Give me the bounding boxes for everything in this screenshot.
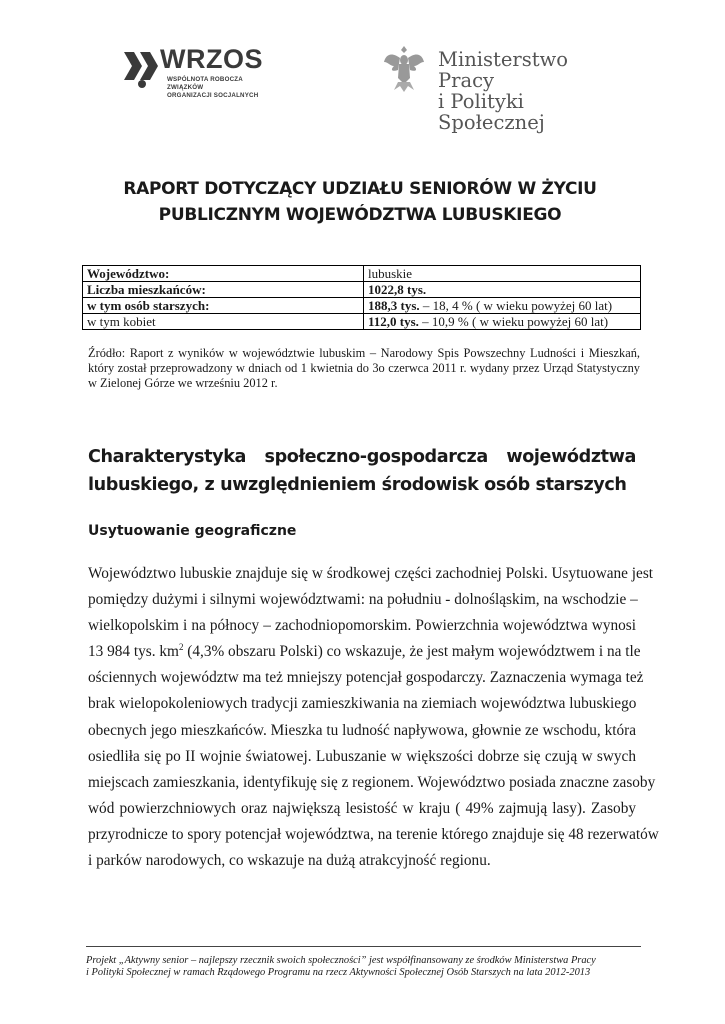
wrzos-subtitle-line1: WSPÓLNOTA ROBOCZA ZWIĄZKÓW bbox=[167, 76, 243, 91]
report-title-line1: RAPORT DOTYCZĄCY UDZIAŁU SENIORÓW W ŻYCIU bbox=[123, 179, 597, 199]
footer-divider bbox=[86, 946, 641, 947]
table-label: w tym kobiet bbox=[83, 314, 364, 330]
paragraph-line: wód powierzchniowych oraz największą lesistość w kraju ( 49% zajmują lasy). Zasoby bbox=[88, 799, 636, 817]
wrzos-subtitle bbox=[167, 76, 277, 100]
wrzos-logo bbox=[120, 44, 270, 100]
paragraph-line: miejscach zamieszkania, identyfikuję się z regionem. Województwo posiada znaczne zasoby bbox=[88, 773, 656, 791]
info-table bbox=[82, 265, 641, 330]
ministry-name-line2: i Polityki Społecznej bbox=[438, 90, 545, 134]
footer-note bbox=[86, 955, 646, 979]
table-row bbox=[83, 266, 641, 282]
table-value: lubuskie bbox=[364, 266, 641, 282]
paragraph-line: i parków narodowych, co wskazuje na dużą atrakcyjność regionu. bbox=[88, 852, 491, 870]
table-row bbox=[83, 298, 641, 314]
paragraph-line: wielkopolskim i na północy – zachodniopomorskim. Powierzchnia województwa wynosi bbox=[88, 617, 636, 635]
table-value: 1022,8 tys. bbox=[364, 282, 641, 298]
ministry-name bbox=[438, 49, 612, 133]
paragraph-line: ościennych województw ma też mniejszy potencjał gospodarczy. Zaznaczenia wymaga też bbox=[88, 669, 644, 687]
source-note: Źródło: Raport z wyników w województwie lubuskim – Narodowy Spis Powszechny Ludności i Mieszkań, który został przeprowadzony w dniach od 1 kwietnia do 3o czerwca 2011 r. wydany przez Urząd Statystyczny w Zielonej Górze we wrześniu 2012 r. bbox=[88, 346, 640, 390]
section-heading bbox=[88, 443, 636, 499]
paragraph-line: pomiędzy dużymi i silnymi województwami: na południu - dolnośląskim, na wschodzie – bbox=[88, 591, 638, 609]
table-label: w tym osób starszych: bbox=[83, 298, 364, 314]
table-row bbox=[83, 282, 641, 298]
paragraph-line: osiedliła się po II wojnie światowej. Lubuszanie w większości dobrze się czują w swych bbox=[88, 747, 636, 765]
table-value: 112,0 tys. – 10,9 % ( w wieku powyżej 60 lat) bbox=[364, 314, 641, 330]
subheading: Usytuowanie geograficzne bbox=[88, 523, 297, 539]
section-heading-word2: społeczno-gospodarcza bbox=[264, 447, 488, 467]
eagle-emblem-icon bbox=[382, 44, 426, 94]
table-label: Województwo: bbox=[83, 266, 364, 282]
paragraph-line: 13 984 tys. $km^2$ (4,3% obszaru Polski) co wskazuje, że jest małym województwem i na tle bbox=[88, 642, 641, 661]
paragraph-line: Województwo lubuskie znajduje się w środkowej części zachodniej Polski. Usytuowane jest bbox=[88, 565, 654, 582]
table-row bbox=[83, 314, 641, 330]
report-title bbox=[60, 176, 660, 228]
section-heading-line2: lubuskiego, z uwzględnieniem środowisk osób starszych bbox=[88, 475, 627, 495]
wrzos-mark-icon bbox=[120, 46, 164, 90]
ministry-logo bbox=[382, 44, 612, 134]
footer-line2: i Polityki Społecznej w ramach Rządowego Programu na rzecz Aktywności Społecznej Osób Starszych na lata 2012-2013 bbox=[86, 967, 591, 978]
paragraph-line: przyrodnicze to spory potencjał województwa, na terenie którego znajduje się 48 rezerwatów bbox=[88, 825, 659, 843]
paragraph-line: obecnych jego mieszkańców. Mieszka tu ludność napływowa, głownie ze wschodu, która bbox=[88, 721, 636, 739]
footer-line1: Projekt „Aktywny senior – najlepszy rzecznik swoich społeczności” jest współfinansowany ze środków Ministerstwa Pracy bbox=[86, 955, 596, 966]
wrzos-name: WRZOS bbox=[160, 44, 263, 74]
body-paragraph bbox=[88, 561, 659, 874]
table-label: Liczba mieszkańców: bbox=[83, 282, 364, 298]
ministry-name-line1: Ministerstwo Pracy bbox=[438, 48, 568, 92]
section-heading-word3: województwa bbox=[506, 447, 636, 467]
wrzos-subtitle-line2: ORGANIZACJI SOCJALNYCH bbox=[167, 92, 259, 99]
section-heading-word1: Charakterystyka bbox=[88, 447, 246, 467]
paragraph-line: brak wielopokoleniowych tradycji zamieszkiwania na ziemiach województwa lubuskiego bbox=[88, 695, 637, 713]
report-title-line2: PUBLICZNYM WOJEWÓDZTWA LUBUSKIEGO bbox=[158, 205, 562, 225]
table-value: 188,3 tys. – 18, 4 % ( w wieku powyżej 60 lat) bbox=[364, 298, 641, 314]
